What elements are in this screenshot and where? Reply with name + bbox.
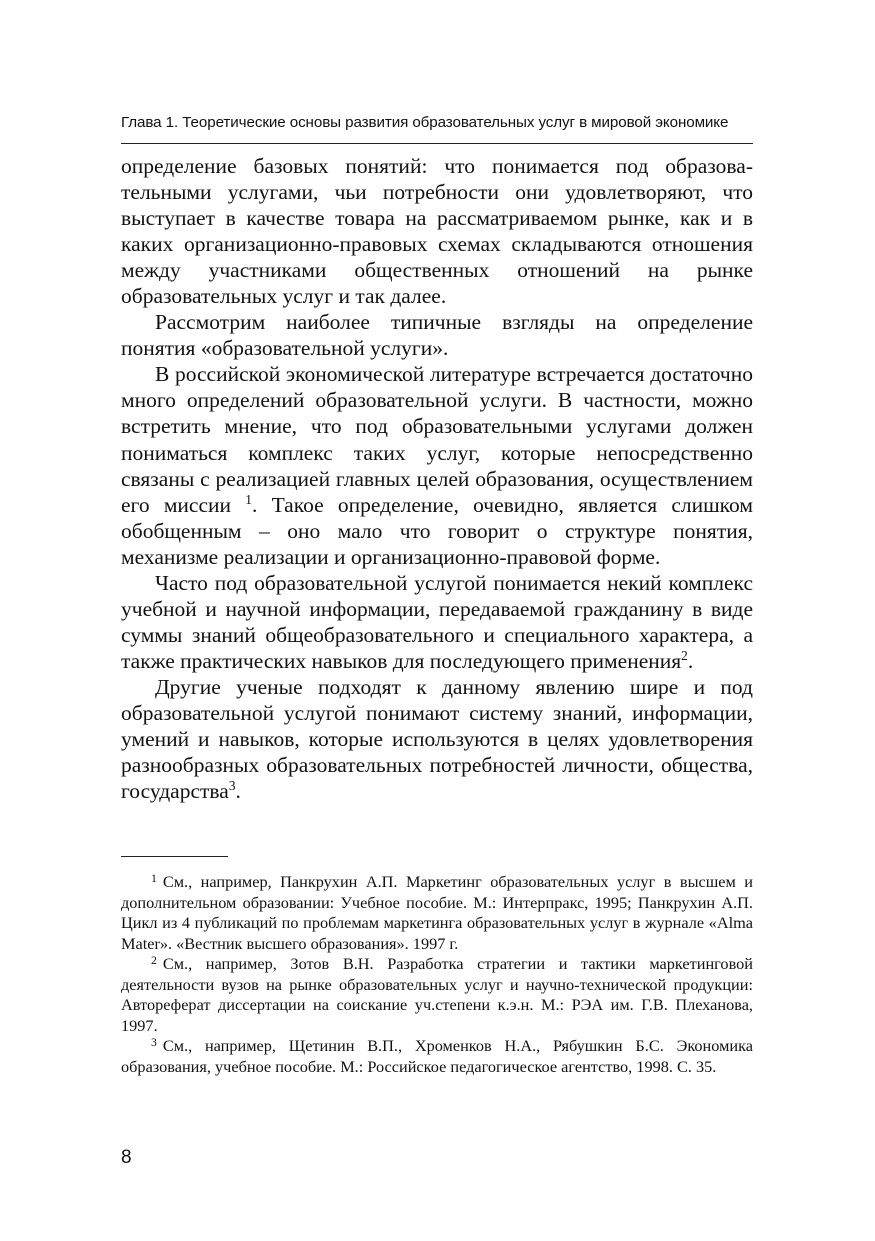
footnote-1: $^1$ См., например, Панкрухин А.П. Маркетинг образовательных услуг в высшем и дополнительном образовании: Учебное пособие. М.: Интерпракс, 1995; Панкрухин А.П. Цикл из 4 публикаций по проблемам маркетинга образовательных услуг в журнале «Alma Mater». «Вестник высшего образования». 1997 г. — [121, 872, 753, 953]
footnote-number: 2 — [151, 954, 157, 968]
footnotes — [121, 872, 753, 1077]
paragraph-4: Часто под образовательной услугой понимается некий комплекс учебной и научной информации, передаваемой гражданину в виде суммы знаний общеобразовательного и специального характера, а также практических навыков для последующего применения$^2$. — [121, 570, 753, 673]
paragraph-3: В российской экономической литературе встречается достаточно много определений образовательной услуги. В частности, можно встретить мнение, что под образовательными услугами должен пониматься комплекс таких услуг, которые непосредственно связаны с реализацией главных целей образования, осуществлением его миссии $^1$. Такое определение, очевидно, является слишком обобщенным – оно мало что говорит о структуре понятия, механизме реализации и организационно-правовой форме. — [121, 362, 753, 569]
main-text — [121, 153, 753, 804]
running-head: Глава 1. Теоретические основы развития образовательных услуг в мировой экономике — [121, 114, 729, 131]
footnote-number: 3 — [151, 1036, 157, 1050]
footnote-ref-2: 2 — [681, 647, 688, 663]
footnote-3: $^3$ См., например, Щетинин В.П., Хроменков Н.А., Рябушкин Б.С. Экономика образования, учебное пособие. М.: Российское педагогическое агентство, 1998. С. 35. — [121, 1036, 753, 1076]
book-page — [121, 0, 753, 1241]
paragraph-5: Другие ученые подходят к данному явлению шире и под образовательной услугой понимают систему знаний, информации, умений и навыков, которые используются в целях удовлетворения разнообразных образовательных потребностей личности, общества, государства$^3$. — [121, 674, 753, 804]
header-rule — [121, 143, 753, 144]
footnote-separator — [121, 856, 228, 857]
footnote-ref-1: 1 — [245, 491, 252, 507]
paragraph-2: Рассмотрим наиболее типичные взгляды на определение понятия «образовательной услуги». — [121, 310, 753, 361]
page-number: 8 — [121, 1147, 132, 1168]
paragraph-1: определение базовых понятий: что понимается под образовательными услугами, чьи потребности они удовлетворяют, что выступает в качестве товара на рассматриваемом рынке, как и в каких организационно-правовых схемах складываются отношения между участниками общественных отношений на рынке образовательных услуг и так далее. — [121, 154, 753, 309]
footnote-ref-3: 3 — [228, 777, 236, 793]
footnote-2: $^2$ См., например, Зотов В.Н. Разработка стратегии и тактики маркетинговой деятельности вузов на рынке образовательных услуг и научно-технической продукции: Автореферат диссертации на соискание уч.степени к.э.н. М.: РЭА им. Г.В. Плеханова, 1997. — [121, 954, 753, 1035]
footnote-number: 1 — [151, 872, 157, 885]
